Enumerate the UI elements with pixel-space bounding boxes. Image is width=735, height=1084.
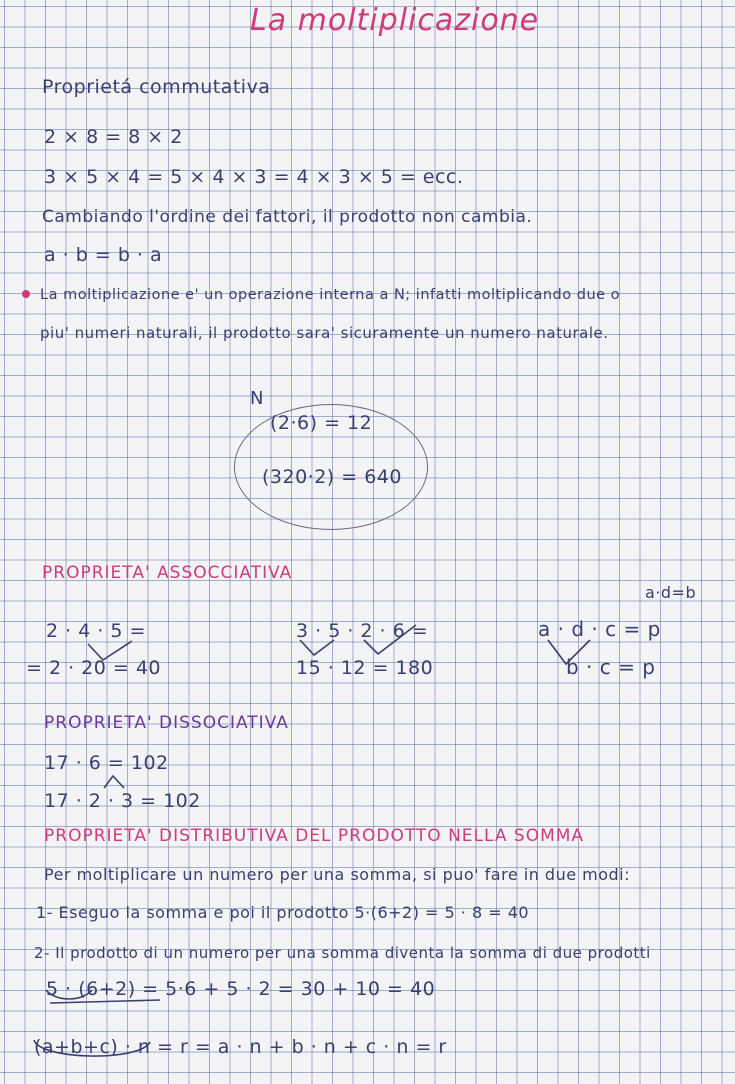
associative-ex3-bottom: b · c = p: [566, 655, 656, 679]
set-label: N: [250, 388, 264, 409]
distributive-general: (a+b+c) · n = r = a · n + b · n + c · n = r: [34, 1036, 447, 1058]
distributive-example-underline: [50, 1000, 160, 1003]
dissociative-ex-bottom: 17 · 2 · 3 = 102: [44, 790, 201, 812]
associative-ex1-bottom: = 2 · 20 = 40: [26, 657, 162, 679]
set-example-1: (2·6) = 12: [270, 412, 373, 434]
associative-corner-formula: a·d=b: [645, 583, 697, 602]
associative-ex2-bottom: 15 · 12 = 180: [296, 657, 434, 679]
commutative-formula: a · b = b · a: [44, 244, 163, 266]
distributive-step-2: 2- Il prodotto di un numero per una somma diventa la somma di due prodotti: [34, 944, 651, 962]
set-example-2: (320·2) = 640: [262, 466, 402, 488]
page-title: La moltiplicazione: [250, 3, 540, 38]
internal-line-1: La moltiplicazione e' un operazione interna a N; infatti moltiplicando due o: [40, 287, 621, 303]
associative-heading: PROPRIETA' ASSOCCIATIVA: [42, 563, 293, 583]
commutative-example-2: 3 × 5 × 4 = 5 × 4 × 3 = 4 × 3 × 5 = ecc.: [44, 166, 464, 188]
dissociative-branch: [104, 776, 124, 788]
associative-ex2-top: 3 · 5 · 2 · 6 =: [296, 620, 429, 642]
bullet-icon: [22, 290, 30, 298]
distributive-example: 5 · (6+2) = 5·6 + 5 · 2 = 30 + 10 = 40: [46, 978, 436, 1000]
distributive-step-1: 1- Eseguo la somma e poi il prodotto 5·(6+2) = 5 · 8 = 40: [36, 903, 530, 922]
commutative-example-1: 2 × 8 = 8 × 2: [44, 126, 183, 148]
internal-line-2: piu' numeri naturali, il prodotto sara' sicuramente un numero naturale.: [40, 324, 609, 342]
associative-ex1-top: 2 · 4 · 5 =: [46, 620, 146, 642]
dissociative-heading: PROPRIETA' DISSOCIATIVA: [44, 713, 289, 733]
distributive-heading: PROPRIETA' DISTRIBUTIVA DEL PRODOTTO NELLA SOMMA: [44, 826, 585, 846]
dissociative-ex-top: 17 · 6 = 102: [44, 752, 169, 774]
associative-ex3-top: a · d · c = p: [538, 617, 661, 641]
distributive-intro: Per moltiplicare un numero per una somma, si puo' fare in due modi:: [44, 865, 631, 884]
commutative-heading: Proprietá commutativa: [42, 76, 271, 98]
commutative-rule: Cambiando l'ordine dei fattori, il prodotto non cambia.: [42, 207, 533, 227]
associative-ex2-bracket-left: [300, 640, 334, 655]
